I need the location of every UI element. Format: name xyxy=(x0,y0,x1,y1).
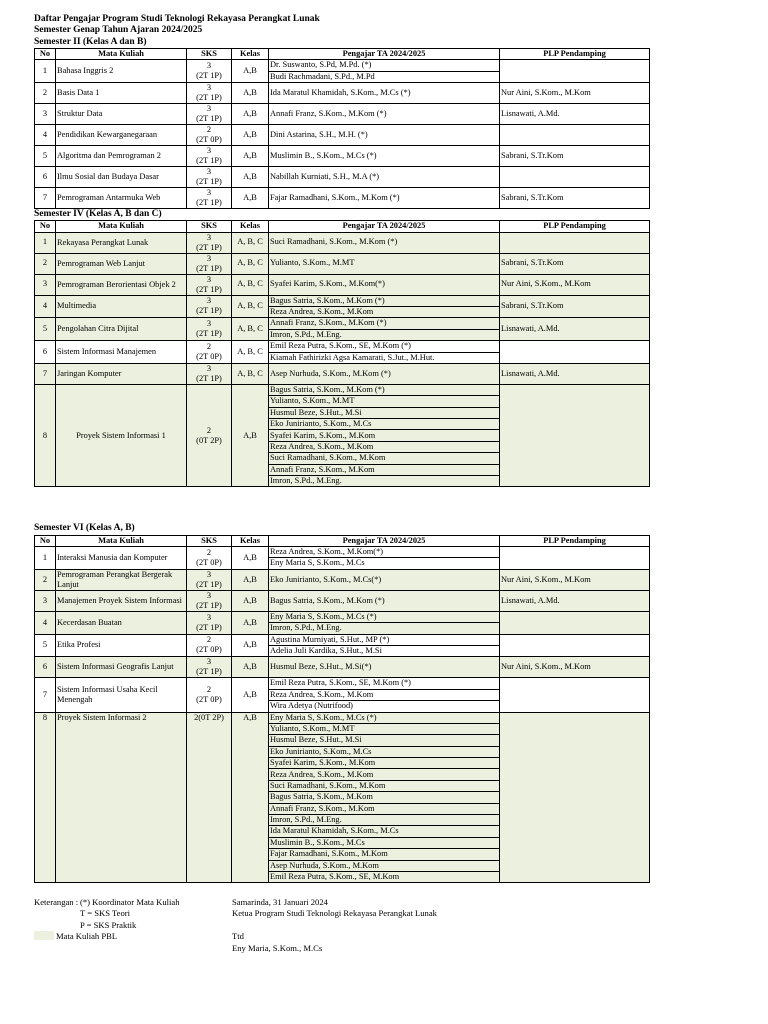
row-number: 5 xyxy=(35,145,56,166)
row-number: 5 xyxy=(35,634,56,657)
class-cell: A, B, C xyxy=(232,232,269,253)
course-name: Bahasa Inggris 2 xyxy=(56,60,187,83)
sks-line: 3 xyxy=(206,657,212,667)
column-header: SKS xyxy=(187,48,232,59)
teacher-name: Yulianto, S.Kom., M.MT xyxy=(269,723,500,734)
sks-cell xyxy=(187,590,232,611)
teacher-name: Imron, S.Pd., M.Eng. xyxy=(269,815,500,826)
plp-assistant: Nur Aini, S.Kom., M.Kom xyxy=(500,274,650,295)
row-number: 4 xyxy=(35,295,56,318)
class-cell: A,B xyxy=(232,657,269,678)
row-number: 2 xyxy=(35,569,56,590)
course-name: Rekayasa Perangkat Lunak xyxy=(56,232,187,253)
signature-block xyxy=(232,897,437,954)
course-name: Pemrograman Web Lanjut xyxy=(56,253,187,274)
column-header: Pengajar TA 2024/2025 xyxy=(269,221,500,232)
teacher-name: Eko Junirianto, S.Kom., M.Cs xyxy=(269,419,500,430)
column-header: Mata Kuliah xyxy=(56,48,187,59)
sign-name: Eny Maria, S.Kom., M.Cs xyxy=(232,942,323,953)
sks-cell xyxy=(187,341,232,364)
sks-line: 2 xyxy=(206,635,212,645)
legend-coordinator: (*) Koordinator Mata Kuliah xyxy=(80,897,180,907)
table-row xyxy=(35,187,650,208)
sks-line: 3 xyxy=(206,82,212,92)
teacher-name: Kiamah Fathirizki Agsa Kamarati, S.Jut., M.Hut. xyxy=(269,352,500,363)
course-table xyxy=(34,48,650,209)
sks-line: 2 xyxy=(206,342,212,352)
class-cell: A,B xyxy=(232,547,269,570)
table-row xyxy=(35,318,650,329)
column-header: PLP Pendamping xyxy=(500,221,650,232)
course-name: Algoritma dan Pemrograman 2 xyxy=(56,145,187,166)
sks-cell xyxy=(187,363,232,384)
column-header: PLP Pendamping xyxy=(500,48,650,59)
table-row xyxy=(35,657,650,678)
semester-section xyxy=(34,209,649,487)
sks-line: (0T 2P) xyxy=(196,435,222,445)
sks-line: 3 xyxy=(206,187,212,197)
teacher-name: Muslimin B., S.Kom., M.Cs xyxy=(269,837,500,848)
column-header: Kelas xyxy=(232,535,269,546)
table-row xyxy=(35,611,650,622)
sks-line: 3 xyxy=(206,166,212,176)
teacher-name: Bagus Satria, S.Kom., M.Kom (*) xyxy=(269,384,500,395)
plp-assistant: Nur Aini, S.Kom., M.Kom xyxy=(500,82,650,103)
row-number: 2 xyxy=(35,253,56,274)
plp-assistant xyxy=(500,341,650,364)
class-cell: A, B, C xyxy=(232,274,269,295)
row-number: 3 xyxy=(35,274,56,295)
column-header: Mata Kuliah xyxy=(56,221,187,232)
table-row xyxy=(35,145,650,166)
class-cell: A,B xyxy=(232,103,269,124)
row-number: 1 xyxy=(35,60,56,83)
document-title: Daftar Pengajar Program Studi Teknologi Rekayasa Perangkat Lunak xyxy=(34,14,320,24)
teacher-name: Agustina Murniyati, S.Hut., MP (*) xyxy=(269,634,500,645)
sks-line: 2 xyxy=(206,124,212,134)
sks-cell xyxy=(187,569,232,590)
sks-line: 2 xyxy=(206,684,212,694)
table-row xyxy=(35,634,650,645)
column-header: Pengajar TA 2024/2025 xyxy=(269,48,500,59)
row-number: 2 xyxy=(35,82,56,103)
sks-line: (2T 1P) xyxy=(196,622,222,632)
row-number: 1 xyxy=(35,232,56,253)
table-row xyxy=(35,253,650,274)
teacher-name: Suci Ramadhani, S.Kom., M.Kom (*) xyxy=(269,232,500,253)
sks-cell xyxy=(187,82,232,103)
sks-line: 3 xyxy=(206,145,212,155)
teacher-name: Bagus Satria, S.Kom., M.Kom xyxy=(269,792,500,803)
sks-cell xyxy=(187,678,232,712)
column-header: Kelas xyxy=(232,48,269,59)
teacher-name: Emil Reza Putra, S.Kom., SE, M.Kom xyxy=(269,872,500,883)
table-row xyxy=(35,590,650,611)
teacher-name: Eny Maria S, S.Kom., M.Cs (*) xyxy=(269,712,500,723)
sks-line: (2T 0P) xyxy=(196,557,222,567)
table-header-row xyxy=(35,221,650,232)
course-table xyxy=(34,220,650,487)
teacher-name: Annafi Franz, S.Kom., M.Kom xyxy=(269,464,500,475)
sks-line: (2T 0P) xyxy=(196,645,222,655)
table-row xyxy=(35,547,650,558)
semester-title: Semester II (Kelas A dan B) xyxy=(34,36,147,47)
plp-assistant: Lisnawati, A.Md. xyxy=(500,363,650,384)
row-number: 8 xyxy=(35,712,56,883)
sks-line: (2T 1P) xyxy=(196,667,222,677)
sks-cell xyxy=(187,295,232,318)
class-cell: A,B xyxy=(232,124,269,145)
class-cell: A, B, C xyxy=(232,253,269,274)
legend-teori: T = SKS Teori xyxy=(80,908,131,919)
course-name: Sistem Informasi Geografis Lanjut xyxy=(56,657,187,678)
teacher-name: Emil Reza Putra, S.Kom., SE, M.Kom (*) xyxy=(269,678,500,689)
class-cell: A,B xyxy=(232,384,269,487)
teacher-name: Reza Andrea, S.Kom., M.Kom xyxy=(269,689,500,700)
teacher-name: Annafi Franz, S.Kom., M.Kom (*) xyxy=(269,103,500,124)
sign-place-date: Samarinda, 31 Januari 2024 xyxy=(232,897,328,907)
schedule-tables xyxy=(34,37,649,884)
legend-pbl: Mata Kuliah PBL xyxy=(56,931,118,942)
course-table xyxy=(34,535,650,884)
class-cell: A, B, C xyxy=(232,363,269,384)
course-name: Sistem Informasi Usaha Kecil Menengah xyxy=(56,678,187,712)
table-row xyxy=(35,569,650,590)
teacher-name: Reza Andrea, S.Kom., M.Kom xyxy=(269,441,500,452)
sks-line: 3 xyxy=(206,232,212,242)
column-header: No xyxy=(35,48,56,59)
plp-assistant: Sabrani, S.Tr.Kom xyxy=(500,145,650,166)
sign-position: Ketua Program Studi Teknologi Rekayasa Perangkat Lunak xyxy=(232,908,437,919)
class-cell: A, B, C xyxy=(232,341,269,364)
document-subtitle: Semester Genap Tahun Ajaran 2024/2025 xyxy=(34,25,203,36)
class-cell: A,B xyxy=(232,678,269,712)
teacher-name: Emil Reza Putra, S.Kom., SE, M.Kom (*) xyxy=(269,341,500,352)
sks-line: 2(0T 2P) xyxy=(194,712,224,722)
sks-line: (2T 1P) xyxy=(196,71,222,81)
sks-line: (2T 0P) xyxy=(196,694,222,704)
teacher-name: Wira Adetya (Nutrifood) xyxy=(269,701,500,712)
teacher-name: Husmul Beze, S.Hut., M.Si(*) xyxy=(269,657,500,678)
course-name: Proyek Sistem Informasi 1 xyxy=(56,384,187,487)
row-number: 1 xyxy=(35,547,56,570)
legend-praktik: P = SKS Praktik xyxy=(80,919,137,930)
teacher-name: Syafei Karim, S.Kom., M.Kom xyxy=(269,430,500,441)
plp-assistant: Nur Aini, S.Kom., M.Kom xyxy=(500,657,650,678)
sks-cell xyxy=(187,187,232,208)
teacher-name: Suci Ramadhani, S.Kom., M.Kom xyxy=(269,453,500,464)
sks-line: 2 xyxy=(206,425,212,435)
column-header: SKS xyxy=(187,221,232,232)
sks-line: (2T 1P) xyxy=(196,197,222,207)
sks-line: (2T 1P) xyxy=(196,92,222,102)
sks-cell xyxy=(187,712,232,883)
teacher-name: Eny Maria S, S.Kom., M.Cs xyxy=(269,558,500,569)
plp-assistant xyxy=(500,60,650,83)
sks-line: (2T 1P) xyxy=(196,306,222,316)
sks-line: (2T 0P) xyxy=(196,134,222,144)
table-header-row xyxy=(35,535,650,546)
teacher-name: Ida Maratul Khamidah, S.Kom., M.Cs (*) xyxy=(269,82,500,103)
column-header: SKS xyxy=(187,535,232,546)
teacher-name: Eko Junirianto, S.Kom., M.Cs(*) xyxy=(269,569,500,590)
sks-line: (2T 1P) xyxy=(196,329,222,339)
sks-cell xyxy=(187,232,232,253)
class-cell: A,B xyxy=(232,590,269,611)
row-number: 4 xyxy=(35,124,56,145)
class-cell: A, B, C xyxy=(232,318,269,341)
plp-assistant xyxy=(500,611,650,634)
teacher-name: Fajar Ramadhani, S.Kom., M.Kom (*) xyxy=(269,187,500,208)
teacher-name: Fajar Ramadhani, S.Kom., M.Kom xyxy=(269,849,500,860)
sks-line: (2T 1P) xyxy=(196,373,222,383)
sks-line: 3 xyxy=(206,363,212,373)
course-name: Proyek Sistem Informasi 2 xyxy=(56,712,187,883)
course-name: Manajemen Proyek Sistem Informasi xyxy=(56,590,187,611)
table-row xyxy=(35,124,650,145)
plp-assistant: Sabrani, S.Tr.Kom xyxy=(500,253,650,274)
sign-ttd: Ttd xyxy=(232,931,244,942)
course-name: Struktur Data xyxy=(56,103,187,124)
teacher-name: Husmul Beze, S.Hut., M.Si xyxy=(269,407,500,418)
sks-cell xyxy=(187,611,232,634)
teacher-name: Imron, S.Pd., M.Eng. xyxy=(269,623,500,634)
semester-title: Semester IV (Kelas A, B dan C) xyxy=(34,208,162,219)
table-row xyxy=(35,60,650,71)
table-row xyxy=(35,166,650,187)
teacher-name: Suci Ramadhani, S.Kom., M.Kom xyxy=(269,780,500,791)
teacher-name: Eny Maria S, S.Kom., M.Cs (*) xyxy=(269,611,500,622)
course-name: Interaksi Manusia dan Komputer xyxy=(56,547,187,570)
row-number: 4 xyxy=(35,611,56,634)
course-name: Ilmu Sosial dan Budaya Dasar xyxy=(56,166,187,187)
teacher-name: Syafei Karim, S.Kom., M.Kom xyxy=(269,758,500,769)
row-number: 6 xyxy=(35,657,56,678)
sks-line: (2T 1P) xyxy=(196,176,222,186)
semester-section xyxy=(34,37,649,209)
table-header-row xyxy=(35,48,650,59)
sks-cell xyxy=(187,634,232,657)
table-row xyxy=(35,363,650,384)
sks-cell xyxy=(187,124,232,145)
sks-line: 3 xyxy=(206,61,212,71)
sks-line: 3 xyxy=(206,319,212,329)
table-row xyxy=(35,678,650,689)
teacher-name: Dr. Suswanto, S.Pd, M.Pd. (*) xyxy=(269,60,500,71)
table-row xyxy=(35,341,650,352)
column-header: PLP Pendamping xyxy=(500,535,650,546)
sks-line: (2T 1P) xyxy=(196,284,222,294)
course-name: Kecerdasan Buatan xyxy=(56,611,187,634)
row-number: 7 xyxy=(35,363,56,384)
row-number: 3 xyxy=(35,590,56,611)
teacher-name: Yulianto, S.Kom., M.MT xyxy=(269,253,500,274)
column-header: Pengajar TA 2024/2025 xyxy=(269,535,500,546)
sks-line: (2T 1P) xyxy=(196,242,222,252)
teacher-name: Asep Nurhuda, S.Kom., M.Kom (*) xyxy=(269,363,500,384)
row-number: 6 xyxy=(35,166,56,187)
column-header: Kelas xyxy=(232,221,269,232)
sks-line: 3 xyxy=(206,253,212,263)
plp-assistant xyxy=(500,712,650,883)
class-cell: A,B xyxy=(232,166,269,187)
table-row xyxy=(35,103,650,124)
sks-line: (2T 1P) xyxy=(196,113,222,123)
table-row xyxy=(35,232,650,253)
sks-line: (2T 1P) xyxy=(196,600,222,610)
sks-cell xyxy=(187,60,232,83)
sks-cell xyxy=(187,657,232,678)
course-name: Basis Data 1 xyxy=(56,82,187,103)
table-row xyxy=(35,274,650,295)
plp-assistant: Lisnawati, A.Md. xyxy=(500,590,650,611)
semester-section xyxy=(34,523,649,883)
legend-label: Keterangan : xyxy=(34,897,79,907)
course-name: Pengolahan Citra Dijital xyxy=(56,318,187,341)
teacher-name: Muslimin B., S.Kom., M.Cs (*) xyxy=(269,145,500,166)
teacher-name: Reza Andrea, S.Kom., M.Kom(*) xyxy=(269,547,500,558)
table-row xyxy=(35,384,650,395)
document-page xyxy=(34,14,649,883)
course-name: Etika Profesi xyxy=(56,634,187,657)
sks-cell xyxy=(187,318,232,341)
class-cell: A,B xyxy=(232,712,269,883)
teacher-name: Reza Andrea, S.Kom., M.Kom xyxy=(269,769,500,780)
sks-line: 3 xyxy=(206,569,212,579)
class-cell: A,B xyxy=(232,82,269,103)
column-header: No xyxy=(35,221,56,232)
plp-assistant: Lisnawati, A.Md. xyxy=(500,318,650,341)
row-number: 3 xyxy=(35,103,56,124)
legend xyxy=(34,897,180,943)
plp-assistant xyxy=(500,678,650,712)
course-name: Pemrograman Berorientasi Objek 2 xyxy=(56,274,187,295)
course-name: Sistem Informasi Manajemen xyxy=(56,341,187,364)
row-number: 8 xyxy=(35,384,56,487)
teacher-name: Eko Junirianto, S.Kom., M.Cs xyxy=(269,746,500,757)
teacher-name: Yulianto, S.Kom., M.MT xyxy=(269,396,500,407)
teacher-name: Adelia Juli Kardika, S.Hut., M.Si xyxy=(269,645,500,656)
sks-cell xyxy=(187,384,232,487)
teacher-name: Bagus Satria, S.Kom., M.Kom (*) xyxy=(269,295,500,306)
sks-line: (2T 1P) xyxy=(196,155,222,165)
teacher-name: Imron, S.Pd., M.Eng. xyxy=(269,329,500,340)
sks-line: (2T 1P) xyxy=(196,263,222,273)
plp-assistant xyxy=(500,384,650,487)
row-number: 7 xyxy=(35,187,56,208)
table-row xyxy=(35,82,650,103)
sks-line: 3 xyxy=(206,590,212,600)
sks-line: 3 xyxy=(206,103,212,113)
teacher-name: Annafi Franz, S.Kom., M.Kom xyxy=(269,803,500,814)
teacher-name: Annafi Franz, S.Kom., M.Kom (*) xyxy=(269,318,500,329)
class-cell: A,B xyxy=(232,634,269,657)
sks-cell xyxy=(187,145,232,166)
plp-assistant: Sabrani, S.Tr.Kom xyxy=(500,187,650,208)
column-header: Mata Kuliah xyxy=(56,535,187,546)
sks-line: 3 xyxy=(206,296,212,306)
course-name: Jaringan Komputer xyxy=(56,363,187,384)
row-number: 7 xyxy=(35,678,56,712)
row-number: 5 xyxy=(35,318,56,341)
sks-cell xyxy=(187,253,232,274)
table-row xyxy=(35,295,650,306)
plp-assistant xyxy=(500,547,650,570)
plp-assistant xyxy=(500,634,650,657)
teacher-name: Syafei Karim, S.Kom., M.Kom(*) xyxy=(269,274,500,295)
sks-cell xyxy=(187,166,232,187)
class-cell: A,B xyxy=(232,611,269,634)
plp-assistant: Sabrani, S.Tr.Kom xyxy=(500,295,650,318)
teacher-name: Budi Rachmadani, S.Pd., M.Pd xyxy=(269,71,500,82)
table-row xyxy=(35,712,650,723)
class-cell: A,B xyxy=(232,187,269,208)
sks-line: 3 xyxy=(206,612,212,622)
teacher-name: Imron, S.Pd., M.Eng. xyxy=(269,476,500,487)
course-name: Multimedia xyxy=(56,295,187,318)
teacher-name: Dini Astarina, S.H., M.H. (*) xyxy=(269,124,500,145)
sks-line: 2 xyxy=(206,547,212,557)
teacher-name: Nabillah Kurniati, S.H., M.A (*) xyxy=(269,166,500,187)
semester-title: Semester VI (Kelas A, B) xyxy=(34,523,135,534)
plp-assistant: Lisnawati, A.Md. xyxy=(500,103,650,124)
pbl-swatch xyxy=(34,931,54,940)
teacher-name: Bagus Satria, S.Kom., M.Kom (*) xyxy=(269,590,500,611)
class-cell: A,B xyxy=(232,569,269,590)
sks-line: (2T 1P) xyxy=(196,579,222,589)
course-name: Pemrograman Perangkat Bergerak Lanjut xyxy=(56,569,187,590)
sks-line: 3 xyxy=(206,274,212,284)
plp-assistant xyxy=(500,232,650,253)
sks-cell xyxy=(187,103,232,124)
plp-assistant xyxy=(500,124,650,145)
sks-line: (2T 0P) xyxy=(196,352,222,362)
course-name: Pendidikan Kewarganegaraan xyxy=(56,124,187,145)
sks-cell xyxy=(187,547,232,570)
teacher-name: Reza Andrea, S.Kom., M.Kom xyxy=(269,306,500,317)
column-header: No xyxy=(35,535,56,546)
plp-assistant xyxy=(500,166,650,187)
class-cell: A,B xyxy=(232,145,269,166)
class-cell: A,B xyxy=(232,60,269,83)
course-name: Pemrograman Antarmuka Web xyxy=(56,187,187,208)
class-cell: A, B, C xyxy=(232,295,269,318)
sks-cell xyxy=(187,274,232,295)
teacher-name: Husmul Beze, S.Hut., M.Si xyxy=(269,735,500,746)
teacher-name: Asep Nurhuda, S.Kom., M.Kom xyxy=(269,860,500,871)
plp-assistant: Nur Aini, S.Kom., M.Kom xyxy=(500,569,650,590)
row-number: 6 xyxy=(35,341,56,364)
teacher-name: Ida Maratul Khamidah, S.Kom., M.Cs xyxy=(269,826,500,837)
